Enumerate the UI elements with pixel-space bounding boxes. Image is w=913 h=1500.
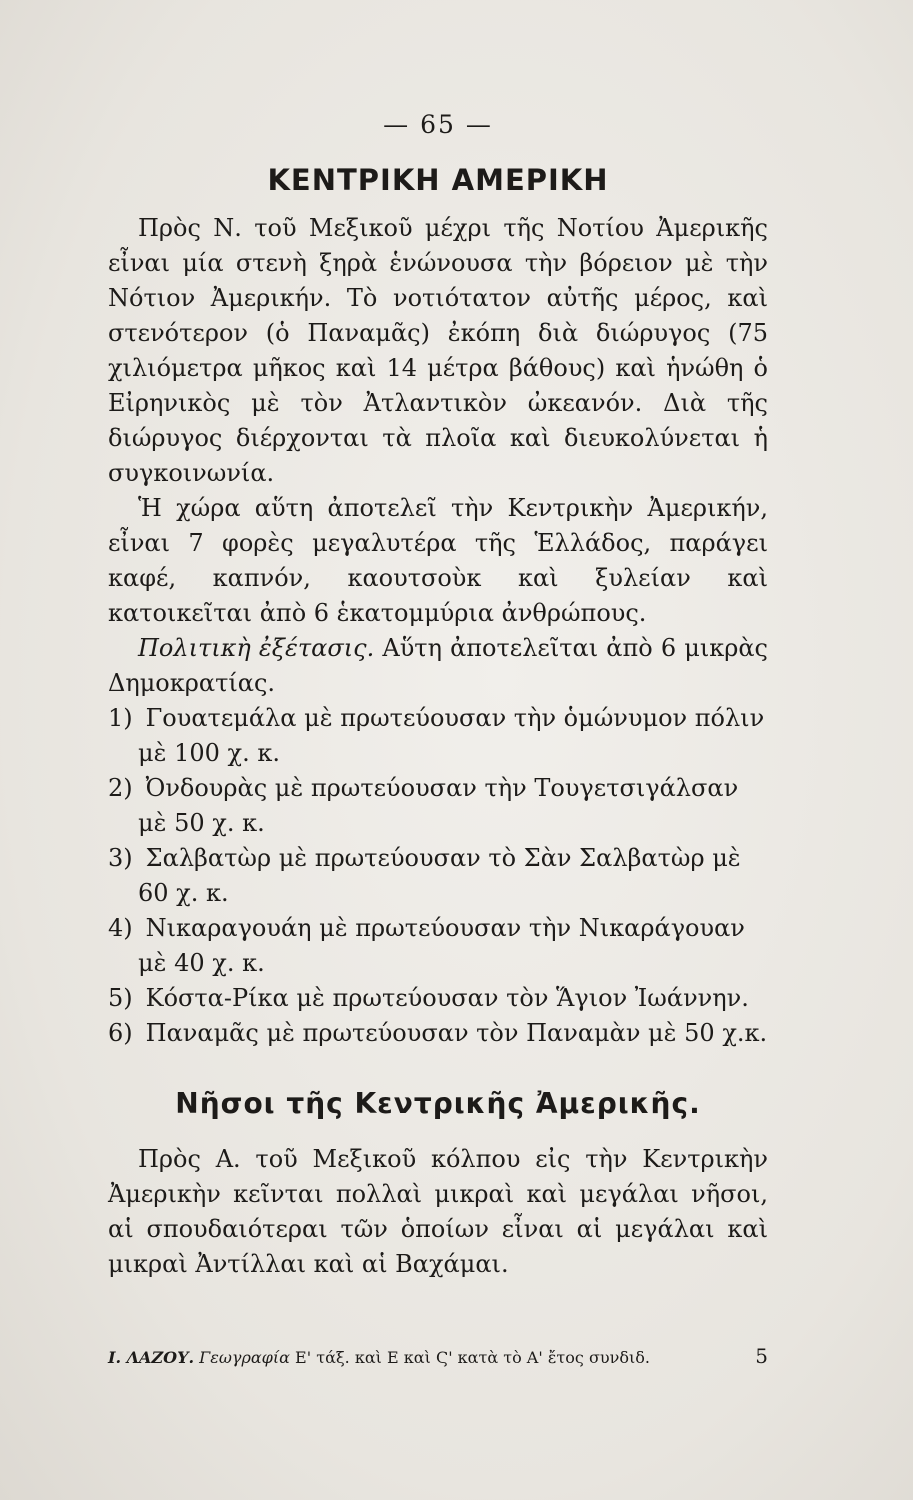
paragraph-political — [108, 631, 768, 701]
list-item: 3) Σαλβατὼρ μὲ πρωτεύουσαν τὸ Σὰν Σαλβατὼρ μὲ 60 χ. κ. — [108, 844, 741, 907]
political-label: Πολιτικὴ ἐξέτασις. — [138, 634, 375, 662]
section-title: ΚΕΝΤΡΙΚΗ ΑΜΕΡΙΚΗ — [267, 163, 609, 197]
islands-title: Νῆσοι τῆς Κεντρικῆς Ἀμερικῆς. — [175, 1087, 701, 1120]
footer-author: Ι. ΛΑΖΟΥ. — [108, 1348, 195, 1367]
republics-list — [108, 701, 768, 1051]
list-item: 4) Νικαραγουάη μὲ πρωτεύουσαν τὴν Νικαράγουαν μὲ 40 χ. κ. — [108, 914, 745, 977]
paragraph-intro: Πρὸς Ν. τοῦ Μεξικοῦ μέχρι τῆς Νοτίου Ἀμερικῆς εἶναι μία στενὴ ξηρὰ ἑνώνουσα τὴν βόρειον μὲ τὴν Νότιον Ἀμερικήν. Τὸ νοτιότατον αὐτῆς μέρος, καὶ στενότερον (ὁ Παναμᾶς) ἐκόπη διὰ διώρυγος (75 χιλιόμετρα μῆκος καὶ 14 μέτρα βάθους) καὶ ἡνώθη ὁ Εἰρηνικὸς μὲ τὸν Ἀτλαντικὸν ὠκεανόν. Διὰ τῆς διώρυγος διέρχονται τὰ πλοῖα καὶ διευκολύνεται ἡ συγκοινωνία. — [108, 214, 768, 487]
list-item: 2) Ὀνδουρὰς μὲ πρωτεύουσαν τὴν Τουγετσιγάλσαν μὲ 50 χ. κ. — [108, 774, 739, 837]
list-item: 6) Παναμᾶς μὲ πρωτεύουσαν τὸν Παναμὰν μὲ 50 χ.κ. — [108, 1019, 768, 1047]
footer-details: Ε' τάξ. καὶ Ε καὶ Ϛ' κατὰ τὸ Α' ἔτος συνδιδ. — [295, 1348, 650, 1367]
list-item: 5) Κόστα-Ρίκα μὲ πρωτεύουσαν τὸν Ἅγιον Ἰωάννην. — [108, 984, 749, 1012]
page-number: — 65 — — [383, 110, 493, 139]
footer-signature: 5 — [755, 1344, 768, 1368]
page-body — [108, 110, 768, 1282]
list-item: 1) Γουατεμάλα μὲ πρωτεύουσαν τὴν ὁμώνυμον πόλιν μὲ 100 χ. κ. — [108, 704, 765, 767]
political-text: Αὕτη ἀποτελεῖται ἀπὸ 6 μικρὰς Δημοκρατίας. — [108, 634, 768, 697]
page-footer — [108, 1344, 768, 1368]
footer-credit — [108, 1348, 650, 1367]
footer-book-title: Γεωγραφία — [199, 1348, 290, 1367]
paragraph-country: Ἡ χώρα αὕτη ἀποτελεῖ τὴν Κεντρικὴν Ἀμερικήν, εἶναι 7 φορὲς μεγαλυτέρα τῆς Ἑλλάδος, παράγει καφέ, καπνόν, καουτσοὺκ καὶ ξυλείαν καὶ κατοικεῖται ἀπὸ 6 ἑκατομμύρια ἀνθρώπους. — [108, 494, 768, 627]
paragraph-islands: Πρὸς Α. τοῦ Μεξικοῦ κόλπου εἰς τὴν Κεντρικὴν Ἀμερικὴν κεῖνται πολλαὶ μικραὶ καὶ μεγάλαι νῆσοι, αἱ σπουδαιότεραι τῶν ὁποίων εἶναι αἱ μεγάλαι καὶ μικραὶ Ἀντίλλαι καὶ αἱ Βαχάμαι. — [108, 1145, 768, 1278]
